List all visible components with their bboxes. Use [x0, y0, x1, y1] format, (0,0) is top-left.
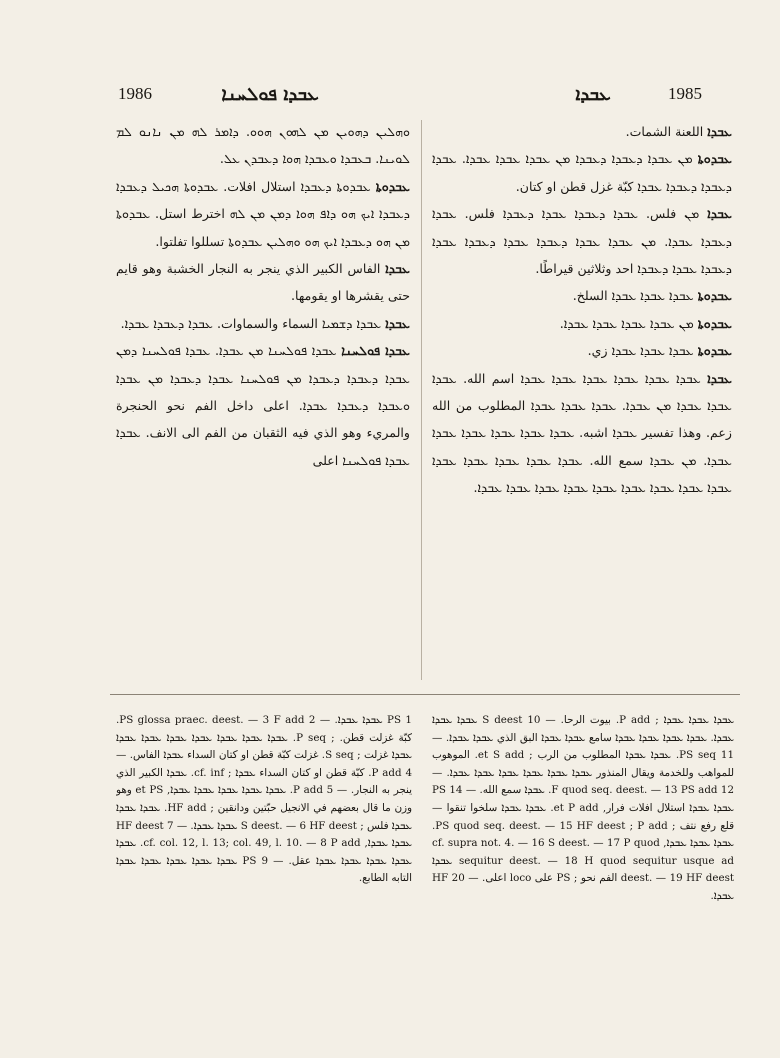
right-entry-3 [432, 200, 732, 282]
left-entry-5 [116, 337, 410, 474]
right-entry-5 [432, 310, 732, 337]
headword: ܥܒܕܘܬܐ [697, 151, 732, 167]
right-column [432, 118, 732, 688]
left-running-title: ܥܒܕܐ ܦܘܠܚܢܐ [221, 84, 319, 105]
definition: ܥܒܕܐ ܦܘܠܚܢܐ ܡܢ ܥܒܕܐ. ܥܒܕܐ ܦܘܠܚܢܐ ܕܡܢ ܥܒܕܐ ܕܥܒܕܐ ܕܥܒܕܐ ܡܢ ܦܘܠܚܢܐ ܥܒܕܐ ܕܥܒܕܐ ܡܢ ܥܒܕܐ ܘܥܒܕܐ ܕܥܒܕܐ ܥܒܕܐ. اعلى داخل الفم نحو الحنجرة والمريء وهو الذي فيه الثقبان من الفم الى الانف. ܥܒܕܐ ܥܒܕܐ ܦܘܠܚܢܐ اعلى [116, 343, 410, 468]
headword: ܥܒܕܘܬܐ [697, 343, 732, 359]
left-entry-3 [116, 255, 410, 310]
definition: ܥܒܕܐ ܥܒܕܐ ܥܒܕܐ السلخ. [572, 288, 694, 304]
footnote-rule [110, 694, 740, 695]
headword: ܥܒܕܐ [385, 261, 410, 277]
left-footnotes [116, 712, 412, 932]
column-divider [421, 120, 422, 680]
definition: ܡܢ ܥܒܕܐ ܕܥܒܕܐ ܕܥܒܕܐ ܡܢ ܥܒܕܐ ܥܒܕܐ ܥܒܕܐ. ܥܒܕܐ ܕܥܒܕܐ ܕܥܒܕܐ ܥܒܕܐ كبّة غزل قطن او كتان. [432, 151, 732, 194]
page-header [0, 84, 780, 110]
right-entry-2 [432, 145, 732, 200]
left-entry-4 [116, 310, 410, 337]
definition: ܥܒܕܐ ܥܒܕܐ ܥܒܕܐ ܥܒܕܐ ܥܒܕܐ ܥܒܕܐ اسم الله. ܥܒܕܐ ܥܒܕܐ ܥܒܕܐ ܡܢ ܥܒܕܐ. ܥܒܕܐ ܥܒܕܐ ܥܒܕܐ المطلوب من الله زعم. وهذا تفسير ܥܒܕܐ اشبه. ܥܒܕܐ ܥܒܕܐ ܥܒܕܐ ܥܒܕܐ ܥܒܕܐ ܥܒܕܐ. ܡܢ ܥܒܕܐ سمع الله. ܥܒܕܐ ܥܒܕܐ ܥܒܕܐ ܥܒܕܐ ܥܒܕܐ ܥܒܕܐ ܥܒܕܐ ܥܒܕܐ ܥܒܕܐ ܥܒܕܐ ܥܒܕܐ ܥܒܕܐ ܥܒܕܐ ܥܒܕܐ. [432, 370, 732, 496]
footnotes-text: 1 PS ܥܒܕܐ ܥܒܕܐ. — 2 PS glossa praec. deest. — 3 F add. كبّة غزلت قطن. ; P seq. ܥܒܕܐ ܥܒܕܐ ܥܒܕܐ ܥܒܕܐ ܥܒܕܐ ܥܒܕܐ ܥܒܕܐ ܥܒܕܐ غزلت ; S seq. غزلت كبّة قطن او كتان السداء ܥܒܕܐ الفاس. — 4 P add. كبّة قطن او كتان السداء ܥܒܕܐ ; cf. inf. ܥܒܕܐ الكبير الذي ينجر به النجار. — 5 P add. ܥܒܕܐ ܥܒܕܐ ܥܒܕܐ ܥܒܕܐ ܥܒܕܐ, et PS وهو وزن ما قال بعضهم في الانجيل حبّتين ودانقين ; HF add. ܥܒܕܐ ܥܒܕܐ ܥܒܕܐ فلس ; S deest. — 6 HF deest ܥܒܕܐ ܥܒܕܐ. — 7 HF deest ܥܒܕܐ ܥܒܕܐ, cf. col. 12, l. 13; col. 49, l. 10. — 8 P add. ܥܒܕܐ ܥܒܕܐ ܥܒܕܐ ܥܒܕܐ ܥܒܕܐ عقل. — 9 PS ܥܒܕܐ ܥܒܕܐ ܥܒܕܐ ܥܒܕܐ ܥܒܕܐ التابه الطابع. [116, 714, 412, 885]
headword: ܥܒܕܐ [707, 124, 732, 139]
definition: اللعنة الشمات. [625, 124, 704, 139]
headword: ܥܒܕܐ [385, 315, 410, 331]
right-page-number: 1985 [668, 84, 702, 103]
right-entry-7 [432, 365, 732, 502]
headword: ܥܒܕܐ [707, 370, 732, 386]
definition: ܡܢ ܥܒܕܐ ܥܒܕܐ ܥܒܕܐ ܥܒܕܐ. [559, 315, 694, 331]
headword: ܥܒܕܘܬܐ [697, 315, 732, 331]
right-entry-6 [432, 337, 732, 364]
right-running-title: ܥܒܕܐ [575, 84, 611, 105]
left-page-number: 1986 [118, 84, 152, 103]
definition: ܡܢ فلس. ܥܒܕܐ ܕܥܒܕܐ ܥܒܕܐ ܕܥܒܕܐ فلس. ܥܒܕܐ ܕܥܒܕܐ ܥܒܕܐ. ܡܢ ܥܒܕܐ ܥܒܕܐ ܕܥܒܕܐ ܥܒܕܐ ܕܥܒܕܐ ܥܒܕܐ ܕܥܒܕܐ ܥܒܕܐ ܕܥܒܕܐ احد وثلاثين قيراطًا. [432, 206, 732, 277]
right-entry-1 [432, 118, 732, 145]
headword: ܥܒܕܐ ܦܘܠܚܢܐ [341, 343, 410, 359]
definition: ܥܒܕܐ ܥܒܕܐ ܥܒܕܐ زي. [587, 343, 694, 359]
definition: الفاس الكبير الذي ينجر به النجار الخشبة وهو قايم حتى يقشرها او يقومها. [116, 261, 410, 304]
headword: ܥܒܕܘܬܐ [697, 288, 732, 304]
headword: ܥܒܕܐ [707, 206, 732, 222]
left-paragraph-1: ܘܗܠܝܢ ܕܗܘܝܢ ܡܢ ܠܗܘܢ ܗܘܘ. ܕܐܡܪ ܠܗ ܡܢ ܢܐܢܘ ܠܡ ܠܘܝܢܐ. ܒܥܒܕܐ ܘܥܒܕܐ ܗܘܐ ܕܥܒܕܢ ܥܠ. [116, 124, 410, 167]
right-footnotes [432, 712, 734, 932]
definition: ܥܒܕܐ ܕܫܡܝܐ السماء والسماوات. ܥܒܕܐ ܕܥܒܕܐ ܥܒܕܐ. [120, 315, 382, 331]
left-column [116, 118, 410, 688]
left-entry-2 [116, 173, 410, 255]
definition: ܥܒܕܘܬܐ ܕܥܒܕܐ استلال افلات. ܥܒܕܘܬܐ ܗܟܝܠ ܕܥܒܕܐ ܕܥܒܕܐ ܐܝܟ ܗܘ ܕܐܦ ܗܘܐ ܕܡܢ ܡܢ ܠܗ اخترط استل. ܥܒܕܘܬܐ ܡܢ ܗܘ ܕܥܒܕܐ ܐܝܟ ܗܘ ܘܗܠܝܢ ܥܒܕܘܬܐ تسللوا تفلتوا. [116, 178, 410, 249]
right-entry-4 [432, 282, 732, 309]
headword: ܥܒܕܘܬܐ [375, 178, 410, 194]
footnotes-text: ܥܒܕܐ ܥܒܕܐ ܥܒܕܐ ; P add. بيوت الرحا. — 10 S deest ܥܒܕܐ ܥܒܕܐ ܥܒܕܐ. ܥܒܕܐ ܥܒܕܐ ܥܒܕܐ ܥܒܕܐ سامع ܥܒܕܐ ܥܒܕܐ البق الذي ܥܒܕܐ ܥܒܕܐ. — 11 PS seq. ܥܒܕܐ ܥܒܕܐ المطلوب من الرب ; et S add. الموهوب للمواهب وللخدمة ويقال المنذور ܥܒܕܐ ܥܒܕܐ ܥܒܕܐ ܥܒܕܐ ܥܒܕܐ ܥܒܕܐ. — 12 F quod seq. deest. — 13 PS add. ܥܒܕܐ سمع الله. — 14 PS ܥܒܕܐ ܥܒܕܐ استلال افلات فرار, et P add. ܥܒܕܐ ܥܒܕܐ سلخوا تنقوا — قلع رفع نتف ; PS quod seq. deest. — 15 HF deest ; P add. ܥܒܕܐ ܥܒܕܐ ܥܒܕܐ, cf. supra not. 4. — 16 S deest. — 17 P quod sequitur deest. — 18 H quod sequitur usque ad ܥܒܕܐ deest. — 19 HF deest الفم نحو ; PS على loco اعلى. — 20 HF ܥܒܕܐ. [432, 714, 734, 902]
